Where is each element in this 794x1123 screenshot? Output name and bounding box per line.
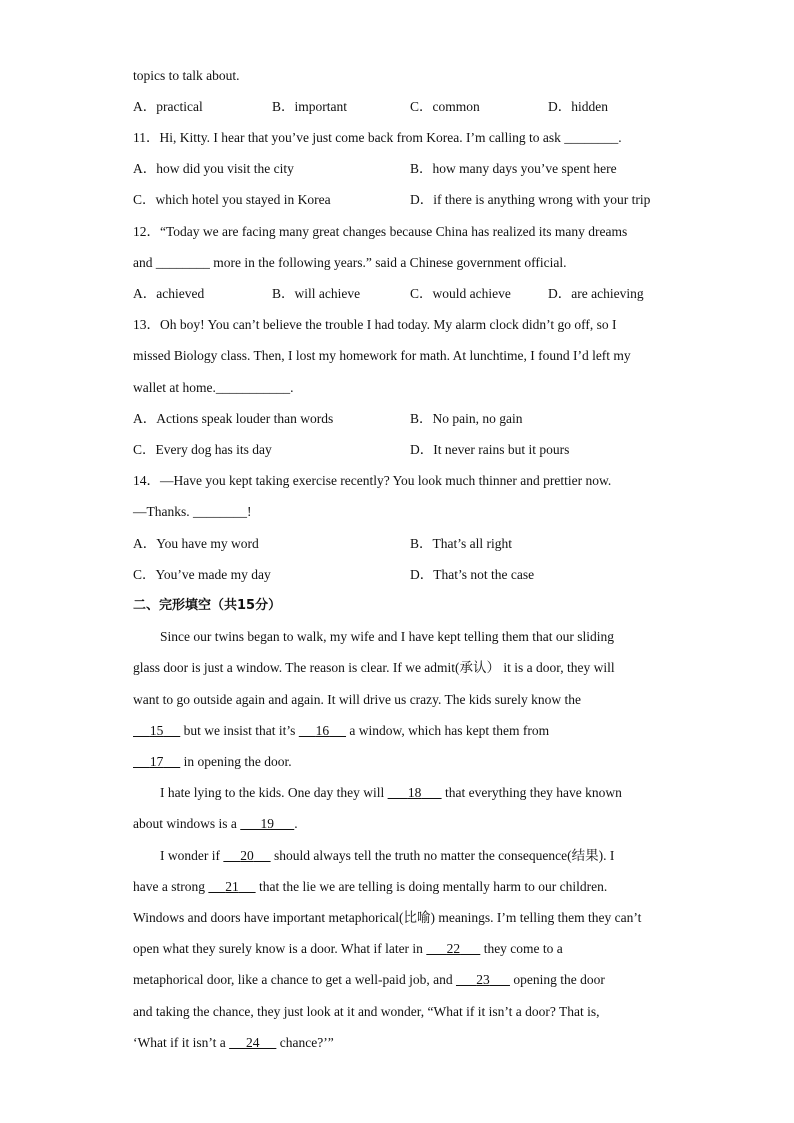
blank-number: 21 <box>225 879 239 894</box>
passage-line <box>133 940 563 958</box>
passage-text: . <box>294 816 298 831</box>
q10-stem-end: topics to talk about. <box>133 68 240 83</box>
q11-option-a: A．how did you visit the city <box>133 161 294 176</box>
blank-number: 16 <box>315 723 330 738</box>
q13-stem-line1: 13．Oh boy! You can’t believe the trouble I had today. My alarm clock didn’t go off, so I <box>133 317 617 332</box>
q10-option-d: D．hidden <box>548 99 608 114</box>
passage-line <box>133 878 607 896</box>
passage-text: that everything they have known <box>441 785 622 800</box>
q12-option-c: C．would achieve <box>410 286 511 301</box>
passage-text: chance?’” <box>276 1035 334 1050</box>
blank-number: 20 <box>240 848 254 863</box>
q12-option-a: A．achieved <box>133 286 205 301</box>
q10-option-c: C．common <box>410 99 480 114</box>
blank-22 <box>426 941 480 956</box>
blank-number: 24 <box>245 1035 260 1050</box>
passage-text: have a strong <box>133 879 209 894</box>
blank-number: 19 <box>260 816 274 831</box>
q10-option-b: B．important <box>272 99 347 114</box>
passage-line <box>133 753 292 771</box>
passage-line <box>133 1034 334 1052</box>
q12-stem-line1: 12．“Today we are facing many great changes because China has realized its many dreams <box>133 224 628 239</box>
q11-stem: 11．Hi, Kitty. I hear that you’ve just come back from Korea. I’m calling to ask ________. <box>133 130 622 145</box>
passage-line: want to go outside again and again. It will drive us crazy. The kids surely know the <box>133 692 582 707</box>
passage-text: should always tell the truth no matter the consequence(结果). I <box>270 848 615 863</box>
passage-line <box>133 971 605 989</box>
passage-line <box>160 784 622 802</box>
passage-line: glass door is just a window. The reason is clear. If we admit(承认） it is a door, they will <box>133 660 615 675</box>
blank-number: 18 <box>407 785 422 800</box>
passage-text: ‘What if it isn’t a <box>133 1035 230 1050</box>
q14-option-c: C．You’ve made my day <box>133 567 271 582</box>
q12-option-d: D．are achieving <box>548 286 644 301</box>
q13-stem-line2: missed Biology class. Then, I lost my homework for math. At lunchtime, I found I’d left my <box>133 348 631 363</box>
blank-number: 22 <box>446 941 461 956</box>
q14-option-a: A．You have my word <box>133 536 259 551</box>
q10-option-a: A．practical <box>133 99 203 114</box>
blank-23 <box>456 972 510 987</box>
passage-line: Windows and doors have important metaphorical(比喻) meanings. I’m telling them they can’t <box>133 910 642 925</box>
blank-20 <box>223 848 270 863</box>
passage-line: Since our twins began to walk, my wife and I have kept telling them that our sliding <box>160 629 615 644</box>
passage-text: metaphorical door, like a chance to get a well-paid job, and <box>133 972 456 987</box>
passage-text: about windows is a <box>133 816 241 831</box>
passage-text: opening the door <box>509 972 605 987</box>
blank-number: 15 <box>149 723 164 738</box>
blank-15 <box>133 723 180 738</box>
passage-text: open what they surely know is a door. What if later in <box>133 941 427 956</box>
passage-line: and taking the chance, they just look at it and wonder, “What if it isn’t a door? That is, <box>133 1004 600 1019</box>
blank-21 <box>208 879 255 894</box>
q14-option-b: B．That’s all right <box>410 536 512 551</box>
blank-17 <box>133 754 180 769</box>
passage-text: they come to a <box>480 941 563 956</box>
q14-option-d: D．That’s not the case <box>410 567 535 582</box>
passage-line <box>133 815 298 833</box>
passage-line <box>160 847 614 865</box>
blank-24 <box>229 1035 276 1050</box>
passage-text: I hate lying to the kids. One day they will <box>160 785 388 800</box>
passage-text: in opening the door. <box>180 754 292 769</box>
q13-option-b: B．No pain, no gain <box>410 411 523 426</box>
q12-option-b: B．will achieve <box>272 286 361 301</box>
q13-option-d: D．It never rains but it pours <box>410 442 570 457</box>
q13-option-c: C．Every dog has its day <box>133 442 272 457</box>
section-title: 二、完形填空（共15分） <box>133 598 282 613</box>
passage-text: that the lie we are telling is doing mentally harm to our children. <box>255 879 608 894</box>
passage-text: a window, which has kept them from <box>346 723 550 738</box>
q13-stem-line3: wallet at home.___________. <box>133 380 294 395</box>
blank-18 <box>388 785 442 800</box>
q12-stem-line2: and ________ more in the following years.” said a Chinese government official. <box>133 255 567 270</box>
blank-16 <box>299 723 346 738</box>
passage-line <box>133 722 549 740</box>
blank-19 <box>240 816 294 831</box>
q11-option-b: B．how many days you’ve spent here <box>410 161 617 176</box>
passage-text: I wonder if <box>160 848 224 863</box>
q13-option-a: A．Actions speak louder than words <box>133 411 334 426</box>
blank-number: 17 <box>149 754 164 769</box>
q11-option-d: D．if there is anything wrong with your trip <box>410 192 651 207</box>
q11-option-c: C．which hotel you stayed in Korea <box>133 192 331 207</box>
blank-number: 23 <box>476 972 490 987</box>
q14-stem-line1: 14．—Have you kept taking exercise recently? You look much thinner and prettier now. <box>133 473 612 488</box>
passage-text: but we insist that it’s <box>180 723 299 738</box>
q14-stem-line2: —Thanks. ________! <box>133 504 252 519</box>
